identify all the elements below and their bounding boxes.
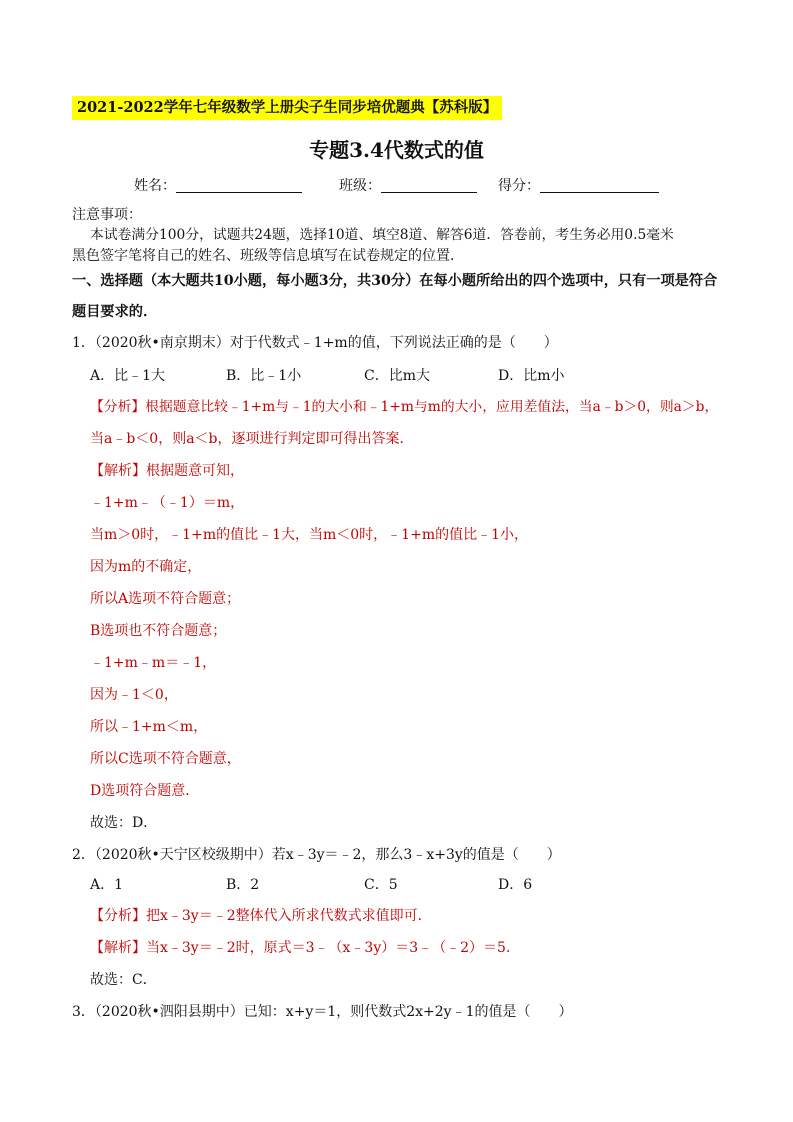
name-underline: [176, 192, 302, 193]
name-label: 姓名：: [134, 178, 176, 194]
section-heading-line-1: 一、选择题（本大题共10小题，每小题3分，共30分）在每小题所给出的四个选项中，只有一项是符合: [72, 273, 718, 289]
q1-solution-line-9: 所以﹣1+m＜m，: [90, 719, 208, 735]
q3-stem: 3．（2020秋•泗阳县期中）已知：x+y＝1，则代数式2x+2y﹣1的值是（ ）: [72, 1004, 573, 1020]
q1-option-c: C．比m大: [364, 368, 430, 384]
q1-solution-line-2: ﹣1+m﹣（﹣1）＝m，: [90, 495, 245, 511]
q1-option-d: D．比m小: [498, 368, 565, 384]
notice-line-2: 黑色签字笔将自己的姓名、班级等信息填写在试卷规定的位置．: [72, 248, 464, 264]
q1-option-b: B．比﹣1小: [226, 368, 302, 384]
class-label: 班级：: [339, 178, 381, 194]
q1-solution-line-6: B选项也不符合题意；: [90, 623, 227, 639]
q2-analysis: 【分析】把x﹣3y＝﹣2整体代入所求代数式求值即可．: [90, 908, 432, 924]
q1-analysis-line-1: 【分析】根据题意比较﹣1+m与﹣1的大小和﹣1+m与m的大小，应用差值法，当a﹣b＞0，则a＞b，: [90, 399, 719, 415]
q1-solution-line-10: 所以C选项不符合题意，: [90, 751, 241, 767]
header-banner: 2021-2022学年七年级数学上册尖子生同步培优题典【苏科版】: [72, 96, 502, 120]
q2-stem: 2．（2020秋•天宁区校级期中）若x﹣3y＝﹣2，那么3﹣x+3y的值是（ ）: [72, 847, 561, 863]
q1-solution-line-8: 因为﹣1＜0，: [90, 687, 178, 703]
q1-option-a: A．比﹣1大: [90, 368, 166, 384]
q1-solution-line-4: 因为m的不确定，: [90, 559, 202, 575]
q1-solution-line-5: 所以A选项不符合题意；: [90, 591, 241, 607]
score-label: 得分：: [498, 178, 540, 194]
q1-solution-line-1: 【解析】根据题意可知，: [90, 463, 244, 479]
q2-option-d: D．6: [498, 877, 533, 893]
notice-line-1: 本试卷满分100分，试题共24题，选择10道、填空8道、解答6道．答卷前，考生务必用0.5毫米: [90, 227, 674, 243]
q1-analysis-line-2: 当a﹣b＜0，则a＜b，逐项进行判定即可得出答案．: [90, 431, 414, 447]
q1-solution-line-7: ﹣1+m﹣m＝﹣1，: [90, 655, 217, 671]
q1-solution-line-11: D选项符合题意．: [90, 783, 200, 799]
section-heading-line-2: 题目要求的．: [72, 304, 158, 320]
page-title: 专题3.4代数式的值: [309, 138, 484, 162]
score-underline: [540, 192, 659, 193]
class-underline: [381, 192, 477, 193]
notice-heading: 注意事项：: [72, 207, 142, 223]
q1-solution-line-3: 当m＞0时，﹣1+m的值比﹣1大，当m＜0时，﹣1+m的值比﹣1小，: [90, 527, 529, 543]
q2-solution: 【解析】当x﹣3y＝﹣2时，原式＝3﹣（x﹣3y）＝3﹣（﹣2）＝5．: [90, 940, 520, 956]
q2-option-c: C．5: [364, 877, 398, 893]
q1-stem: 1．（2020秋•南京期末）对于代数式﹣1+m的值，下列说法正确的是（ ）: [72, 335, 558, 351]
q2-option-a: A．1: [90, 877, 124, 893]
q2-answer: 故选：C．: [90, 972, 157, 988]
q1-answer: 故选：D．: [90, 815, 158, 831]
q2-option-b: B．2: [226, 877, 260, 893]
